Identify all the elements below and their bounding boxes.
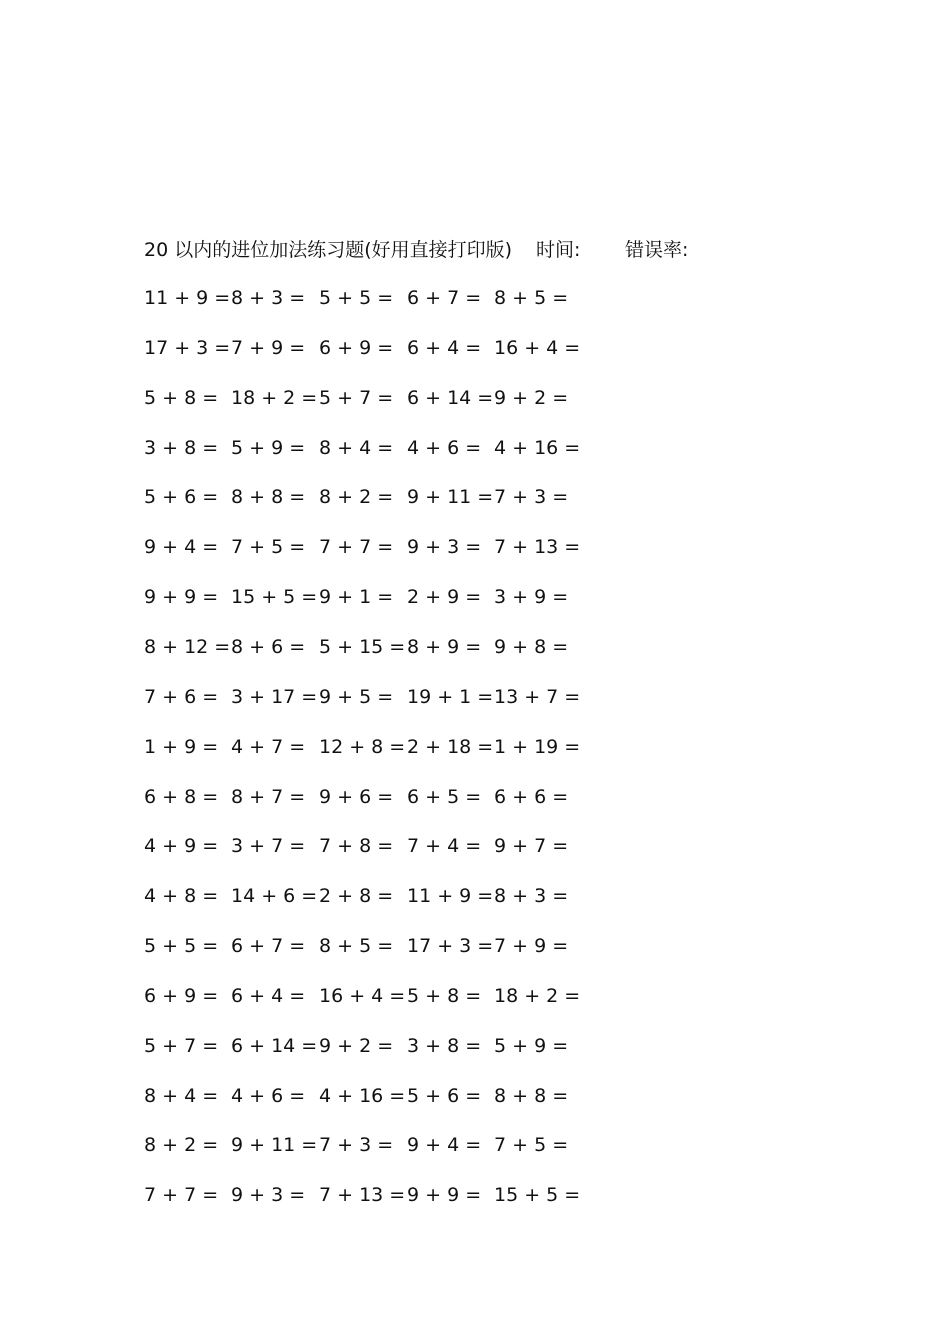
addition-problem: 3 + 8 = — [144, 437, 219, 459]
addition-problem: 4 + 6 = — [231, 1085, 306, 1107]
addition-problem: 17 + 3 = — [407, 935, 494, 957]
addition-problem: 6 + 6 = — [494, 786, 569, 808]
addition-problem: 7 + 7 = — [319, 536, 394, 558]
addition-problem: 8 + 2 = — [144, 1134, 219, 1156]
page-title: 20 以内的进位加法练习题(好用直接打印版) — [144, 239, 513, 261]
addition-problem: 6 + 9 = — [144, 985, 219, 1007]
addition-problem: 6 + 14 = — [407, 387, 494, 409]
addition-problem: 9 + 4 = — [407, 1134, 482, 1156]
addition-problem: 12 + 8 = — [319, 736, 406, 758]
addition-problem: 5 + 9 = — [231, 437, 306, 459]
addition-problem: 8 + 8 = — [231, 486, 306, 508]
addition-problem: 8 + 8 = — [494, 1085, 569, 1107]
addition-problem: 6 + 4 = — [407, 337, 482, 359]
addition-problem: 8 + 6 = — [231, 636, 306, 658]
addition-problem: 6 + 9 = — [319, 337, 394, 359]
addition-problem: 8 + 12 = — [144, 636, 231, 658]
addition-problem: 17 + 3 = — [144, 337, 231, 359]
addition-problem: 4 + 8 = — [144, 885, 219, 907]
addition-problem: 18 + 2 = — [231, 387, 318, 409]
addition-problem: 6 + 8 = — [144, 786, 219, 808]
addition-problem: 4 + 6 = — [407, 437, 482, 459]
addition-problem: 15 + 5 = — [231, 586, 318, 608]
addition-problem: 5 + 8 = — [407, 985, 482, 1007]
addition-problem: 1 + 19 = — [494, 736, 581, 758]
addition-problem: 9 + 5 = — [319, 686, 394, 708]
addition-problem: 1 + 9 = — [144, 736, 219, 758]
addition-problem: 5 + 5 = — [319, 287, 394, 309]
addition-problem: 3 + 9 = — [494, 586, 569, 608]
addition-problem: 9 + 4 = — [144, 536, 219, 558]
addition-problem: 2 + 18 = — [407, 736, 494, 758]
addition-problem: 7 + 3 = — [319, 1134, 394, 1156]
addition-problem: 8 + 7 = — [231, 786, 306, 808]
addition-problem: 7 + 7 = — [144, 1184, 219, 1206]
addition-problem: 7 + 13 = — [319, 1184, 406, 1206]
addition-problem: 7 + 13 = — [494, 536, 581, 558]
addition-problem: 8 + 2 = — [319, 486, 394, 508]
addition-problem: 15 + 5 = — [494, 1184, 581, 1206]
addition-problem: 6 + 5 = — [407, 786, 482, 808]
addition-problem: 5 + 9 = — [494, 1035, 569, 1057]
addition-problem: 9 + 8 = — [494, 636, 569, 658]
addition-problem: 16 + 4 = — [494, 337, 581, 359]
addition-problem: 5 + 7 = — [144, 1035, 219, 1057]
addition-problem: 5 + 8 = — [144, 387, 219, 409]
addition-problem: 5 + 6 = — [407, 1085, 482, 1107]
addition-problem: 3 + 17 = — [231, 686, 318, 708]
addition-problem: 8 + 9 = — [407, 636, 482, 658]
addition-problem: 3 + 7 = — [231, 835, 306, 857]
addition-problem: 9 + 7 = — [494, 835, 569, 857]
addition-problem: 11 + 9 = — [144, 287, 231, 309]
addition-problem: 8 + 4 = — [319, 437, 394, 459]
addition-problem: 9 + 2 = — [319, 1035, 394, 1057]
addition-problem: 7 + 4 = — [407, 835, 482, 857]
addition-problem: 8 + 3 = — [494, 885, 569, 907]
addition-problem: 6 + 7 = — [231, 935, 306, 957]
addition-problem: 9 + 3 = — [231, 1184, 306, 1206]
addition-problem: 4 + 16 = — [494, 437, 581, 459]
addition-problem: 6 + 7 = — [407, 287, 482, 309]
addition-problem: 9 + 1 = — [319, 586, 394, 608]
addition-problem: 2 + 9 = — [407, 586, 482, 608]
addition-problem: 5 + 15 = — [319, 636, 406, 658]
addition-problem: 7 + 9 = — [494, 935, 569, 957]
addition-problem: 14 + 6 = — [231, 885, 318, 907]
addition-problem: 16 + 4 = — [319, 985, 406, 1007]
addition-problem: 9 + 3 = — [407, 536, 482, 558]
addition-problem: 4 + 16 = — [319, 1085, 406, 1107]
addition-problem: 3 + 8 = — [407, 1035, 482, 1057]
addition-problem: 19 + 1 = — [407, 686, 494, 708]
time-label: 时间: — [536, 239, 581, 261]
addition-problem: 13 + 7 = — [494, 686, 581, 708]
addition-problem: 5 + 7 = — [319, 387, 394, 409]
addition-problem: 4 + 7 = — [231, 736, 306, 758]
addition-problem: 7 + 6 = — [144, 686, 219, 708]
addition-problem: 7 + 3 = — [494, 486, 569, 508]
addition-problem: 7 + 5 = — [494, 1134, 569, 1156]
addition-problem: 4 + 9 = — [144, 835, 219, 857]
addition-problem: 5 + 6 = — [144, 486, 219, 508]
addition-problem: 7 + 8 = — [319, 835, 394, 857]
addition-problem: 11 + 9 = — [407, 885, 494, 907]
addition-problem: 6 + 14 = — [231, 1035, 318, 1057]
addition-problem: 2 + 8 = — [319, 885, 394, 907]
addition-problem: 7 + 5 = — [231, 536, 306, 558]
addition-problem: 18 + 2 = — [494, 985, 581, 1007]
addition-problem: 9 + 6 = — [319, 786, 394, 808]
addition-problem: 9 + 11 = — [407, 486, 494, 508]
addition-problem: 5 + 5 = — [144, 935, 219, 957]
addition-problem: 9 + 9 = — [144, 586, 219, 608]
error-rate-label: 错误率: — [625, 239, 689, 261]
addition-problem: 8 + 5 = — [319, 935, 394, 957]
addition-problem: 6 + 4 = — [231, 985, 306, 1007]
addition-problem: 8 + 5 = — [494, 287, 569, 309]
addition-problem: 8 + 3 = — [231, 287, 306, 309]
addition-problem: 9 + 9 = — [407, 1184, 482, 1206]
addition-problem: 7 + 9 = — [231, 337, 306, 359]
addition-problem: 9 + 2 = — [494, 387, 569, 409]
addition-problem: 8 + 4 = — [144, 1085, 219, 1107]
addition-problem: 9 + 11 = — [231, 1134, 318, 1156]
